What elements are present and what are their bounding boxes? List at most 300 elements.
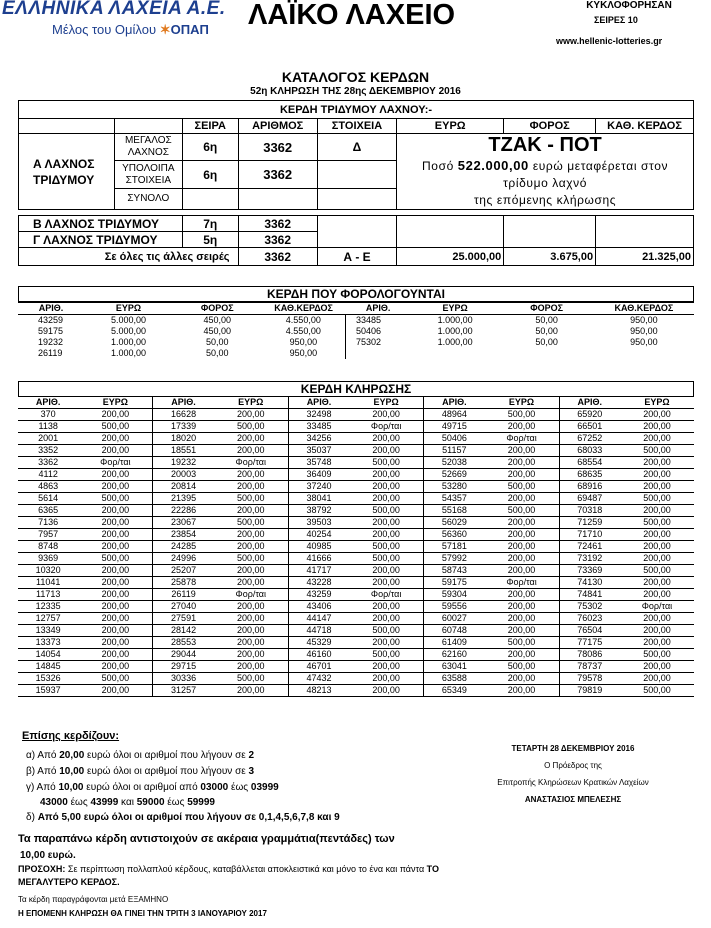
prize-amount: 500,00 <box>620 685 694 697</box>
b-series: 7η <box>182 216 238 232</box>
prize-amount: 200,00 <box>214 625 289 637</box>
taxed-col: ΦΟΡΟΣ <box>500 303 594 315</box>
prize-number: 38041 <box>288 493 349 505</box>
prize-number: 47432 <box>288 673 349 685</box>
prize-amount: 200,00 <box>620 553 694 565</box>
prize-number: 63041 <box>424 661 485 673</box>
prize-amount: 200,00 <box>620 577 694 589</box>
all-tax: 3.675,00 <box>504 248 596 266</box>
draw-subtitle: 52η ΚΛΗΡΩΣΗ ΤΗΣ 28ης ΔΕΚΕΜΒΡΙΟΥ 2016 <box>250 86 461 97</box>
prize-row <box>18 601 694 613</box>
prize-number: 74841 <box>559 589 620 601</box>
signature-block <box>478 740 668 808</box>
prize-number: 29715 <box>153 661 214 673</box>
prize-row <box>18 649 694 661</box>
c-series: 5η <box>182 232 238 248</box>
also-a: α) Από 20,00 ευρώ όλοι οι αριθμοί που λήγουν σε 2 <box>26 750 255 761</box>
prize-amount: 200,00 <box>78 505 153 517</box>
taxed-cell: 50,00 <box>206 348 229 358</box>
all-series-label: Σε όλες τις άλλες σειρές <box>19 248 239 266</box>
prize-number: 19232 <box>153 457 214 469</box>
prize-number: 12757 <box>18 613 78 625</box>
prize-amount: 200,00 <box>214 613 289 625</box>
prize-number: 8748 <box>18 541 78 553</box>
prize-amount: 200,00 <box>349 613 424 625</box>
prize-amount: Φορ/ται <box>214 589 289 601</box>
prizes-col: ΕΥΡΩ <box>349 397 424 409</box>
prizes-table <box>18 396 694 697</box>
jackpot-note-2: τρίδυμο λαχνό <box>503 176 588 190</box>
prize-number: 70318 <box>559 505 620 517</box>
prize-amount: 200,00 <box>620 409 694 421</box>
prize-number: 53280 <box>424 481 485 493</box>
taxed-col: ΑΡΙΘ. <box>18 303 84 315</box>
prize-amount: 200,00 <box>485 517 560 529</box>
prize-number: 49715 <box>424 421 485 433</box>
sign-role1: Ο Πρόεδρος της <box>544 761 602 770</box>
prize-number: 48964 <box>424 409 485 421</box>
prize-amount: 200,00 <box>78 541 153 553</box>
prize-number: 28553 <box>153 637 214 649</box>
prize-amount: 500,00 <box>349 649 424 661</box>
prize-amount: 500,00 <box>78 673 153 685</box>
prizes-col: ΑΡΙΘ. <box>288 397 349 409</box>
prize-number: 46160 <box>288 649 349 661</box>
prize-amount: Φορ/ται <box>620 601 694 613</box>
prizes-col: ΑΡΙΘ. <box>18 397 78 409</box>
prize-amount: Φορ/ται <box>485 433 560 445</box>
prize-amount: Φορ/ται <box>78 457 153 469</box>
prize-number: 79819 <box>559 685 620 697</box>
prize-number: 12335 <box>18 601 78 613</box>
prize-amount: 200,00 <box>485 565 560 577</box>
prize-amount: 200,00 <box>485 685 560 697</box>
prize-number: 20814 <box>153 481 214 493</box>
col-euro: ΕΥΡΩ <box>397 119 504 134</box>
prize-amount: 500,00 <box>485 661 560 673</box>
prize-number: 59175 <box>424 577 485 589</box>
prizes-col: ΕΥΡΩ <box>78 397 153 409</box>
all-euro: 25.000,00 <box>397 248 504 266</box>
prize-amount: 200,00 <box>214 469 289 481</box>
prize-amount: 200,00 <box>485 421 560 433</box>
prize-amount: 500,00 <box>78 493 153 505</box>
prize-number: 71710 <box>559 529 620 541</box>
prize-row <box>18 661 694 673</box>
taxed-cell: 5.000,00 <box>110 326 147 336</box>
taxed-col: ΕΥΡΩ <box>411 303 500 315</box>
prize-amount: 200,00 <box>485 673 560 685</box>
all-net: 21.325,00 <box>596 248 694 266</box>
big-number: 3362 <box>238 134 317 161</box>
prize-number: 35748 <box>288 457 349 469</box>
taxed-cell: 450,00 <box>203 315 232 325</box>
prize-amount: 200,00 <box>485 493 560 505</box>
member-of-text <box>52 22 209 38</box>
prize-number: 4112 <box>18 469 78 481</box>
also-c: γ) Από 10,00 ευρώ όλοι οι αριθμοί από 03000 έως 03999 <box>26 782 279 793</box>
total-label: ΣΥΝΟΛΟ <box>114 188 182 209</box>
prize-amount: 500,00 <box>620 517 694 529</box>
prize-row <box>18 493 694 505</box>
prize-number: 25878 <box>153 577 214 589</box>
prize-number: 46701 <box>288 661 349 673</box>
prize-number: 65349 <box>424 685 485 697</box>
prize-row <box>18 637 694 649</box>
prize-amount: 200,00 <box>620 673 694 685</box>
also-c2: 43000 έως 43999 και 59000 έως 59999 <box>40 797 215 808</box>
jackpot-amount: 522.000,00 <box>457 158 529 173</box>
prize-amount: 500,00 <box>620 565 694 577</box>
prize-number: 58743 <box>424 565 485 577</box>
prize-number: 60027 <box>424 613 485 625</box>
prize-amount: 200,00 <box>485 601 560 613</box>
prize-row <box>18 577 694 589</box>
prize-amount: 200,00 <box>485 649 560 661</box>
prize-number: 45329 <box>288 637 349 649</box>
prize-number: 16628 <box>153 409 214 421</box>
sign-date: ΤΕΤΑΡΤΗ 28 ΔΕΚΕΜΒΡΙΟΥ 2016 <box>511 744 635 753</box>
prize-amount: 200,00 <box>349 673 424 685</box>
prize-amount: 200,00 <box>78 661 153 673</box>
prize-amount: 500,00 <box>214 673 289 685</box>
prize-amount: 200,00 <box>214 601 289 613</box>
prize-amount: 200,00 <box>349 661 424 673</box>
prize-number: 1138 <box>18 421 78 433</box>
prize-amount: 200,00 <box>485 469 560 481</box>
prize-amount: 200,00 <box>78 577 153 589</box>
prize-amount: 500,00 <box>214 553 289 565</box>
prize-amount: 500,00 <box>349 625 424 637</box>
prizes-col: ΕΥΡΩ <box>214 397 289 409</box>
prize-amount: 200,00 <box>349 517 424 529</box>
footer-line6: Η ΕΠΟΜΕΝΗ ΚΛΗΡΩΣΗ ΘΑ ΓΙΝΕΙ ΤΗΝ ΤΡΙΤΗ 3 ΙΑΝΟΥΑΡΙΟΥ 2017 <box>18 909 267 918</box>
taxed-cell: 950,00 <box>289 337 318 347</box>
prize-number: 55168 <box>424 505 485 517</box>
prize-amount: 500,00 <box>485 505 560 517</box>
prize-number: 25207 <box>153 565 214 577</box>
prize-amount: 500,00 <box>78 553 153 565</box>
taxed-cell: 950,00 <box>630 326 658 336</box>
sign-name: ΑΝΑΣΤΑΣΙΟΣ ΜΠΕΛΕΣΗΣ <box>524 795 622 804</box>
taxed-section-title: ΚΕΡΔΗ ΠΟΥ ΦΟΡΟΛΟΓΟΥΝΤΑΙ <box>18 286 694 302</box>
prize-number: 78086 <box>559 649 620 661</box>
footer-line2: 10,00 ευρώ. <box>20 850 76 861</box>
prize-number: 6365 <box>18 505 78 517</box>
prize-amount: 200,00 <box>214 565 289 577</box>
prize-row <box>18 445 694 457</box>
prize-number: 11713 <box>18 589 78 601</box>
prize-number: 63588 <box>424 673 485 685</box>
taxed-cell: 950,00 <box>630 315 658 325</box>
prize-amount: 200,00 <box>78 625 153 637</box>
taxed-col: ΚΑΘ.ΚΕΡΔΟΣ <box>262 303 346 315</box>
prize-amount: 200,00 <box>78 529 153 541</box>
prize-amount: Φορ/ται <box>349 589 424 601</box>
prize-number: 56360 <box>424 529 485 541</box>
prize-number: 23067 <box>153 517 214 529</box>
prize-number: 9369 <box>18 553 78 565</box>
prize-row <box>18 469 694 481</box>
all-number: 3362 <box>238 248 317 266</box>
prize-amount: 200,00 <box>620 433 694 445</box>
opap-star-icon: ✶ <box>159 22 171 37</box>
prize-row <box>18 517 694 529</box>
taxed-cell: 1.000,00 <box>437 337 473 347</box>
series-count: ΣΕΙΡΕΣ 10 <box>594 15 638 25</box>
taxed-col: ΕΥΡΩ <box>84 303 173 315</box>
prize-amount: 200,00 <box>214 409 289 421</box>
prize-number: 2001 <box>18 433 78 445</box>
prize-row <box>18 481 694 493</box>
prize-number: 68635 <box>559 469 620 481</box>
prize-amount: 200,00 <box>349 565 424 577</box>
catalog-title: ΚΑΤΑΛΟΓΟΣ ΚΕΡΔΩΝ <box>281 69 430 85</box>
prizes-section-title: ΚΕΡΔΗ ΚΛΗΡΩΣΗΣ <box>18 381 694 397</box>
prize-amount: Φορ/ται <box>214 457 289 469</box>
taxed-cell: 43259 <box>38 315 64 325</box>
prize-amount: 200,00 <box>485 553 560 565</box>
jackpot-note-1: Ποσό 522.000,00 ευρώ μεταφέρεται στον <box>422 158 669 173</box>
rest-number: 3362 <box>238 161 317 188</box>
taxed-cell: 75302 <box>346 337 411 348</box>
footer-line5: Τα κέρδη παραγράφονται μετά ΕΞΑΜΗΝΟ <box>18 895 169 904</box>
prize-number: 41717 <box>288 565 349 577</box>
prize-number: 370 <box>18 409 78 421</box>
jackpot-box <box>397 134 694 210</box>
prize-amount: 200,00 <box>349 481 424 493</box>
col-tax: ΦΟΡΟΣ <box>504 119 596 134</box>
prize-row <box>18 505 694 517</box>
prize-amount: 200,00 <box>349 445 424 457</box>
prize-number: 51157 <box>424 445 485 457</box>
prize-number: 34256 <box>288 433 349 445</box>
taxed-cell: 26119 <box>38 348 63 358</box>
prize-number: 3352 <box>18 445 78 457</box>
prize-number: 27040 <box>153 601 214 613</box>
jackpot-note-3: της επόμενης κλήρωσης <box>473 193 617 207</box>
taxed-row <box>18 326 694 337</box>
prize-amount: 500,00 <box>620 649 694 661</box>
prize-amount: 500,00 <box>214 421 289 433</box>
prize-amount: 200,00 <box>78 565 153 577</box>
prize-number: 48213 <box>288 685 349 697</box>
prize-amount: 200,00 <box>78 433 153 445</box>
prize-amount: 200,00 <box>78 481 153 493</box>
prizes-col: ΑΡΙΘ. <box>153 397 214 409</box>
b-number: 3362 <box>238 216 317 232</box>
prize-amount: 200,00 <box>78 589 153 601</box>
prize-amount: 200,00 <box>214 529 289 541</box>
prize-number: 65920 <box>559 409 620 421</box>
prize-number: 35037 <box>288 445 349 457</box>
footer-warning: ΠΡΟΣΟΧΗ: Σε περίπτωση πολλαπλού κέρδους, καταβάλλεται αποκλειστικά και μόνο το ένα και πάντα ΤΟ <box>18 864 439 874</box>
prize-amount: 200,00 <box>485 445 560 457</box>
taxed-cell: 59175 <box>38 326 64 336</box>
prize-amount: 200,00 <box>485 457 560 469</box>
prize-number: 43259 <box>288 589 349 601</box>
prize-number: 74130 <box>559 577 620 589</box>
prize-number: 75302 <box>559 601 620 613</box>
prize-amount: 200,00 <box>349 433 424 445</box>
taxed-cell: 50,00 <box>535 315 558 325</box>
prize-number: 72461 <box>559 541 620 553</box>
prize-number: 36409 <box>288 469 349 481</box>
c-number: 3362 <box>238 232 317 248</box>
prize-amount: 200,00 <box>620 661 694 673</box>
prize-number: 11041 <box>18 577 78 589</box>
prize-amount: 200,00 <box>485 613 560 625</box>
prize-number: 21395 <box>153 493 214 505</box>
prize-amount: 200,00 <box>214 541 289 553</box>
prize-amount: 200,00 <box>78 649 153 661</box>
prize-number: 10320 <box>18 565 78 577</box>
prize-number: 22286 <box>153 505 214 517</box>
prize-number: 7136 <box>18 517 78 529</box>
taxed-cell: 50,00 <box>535 337 558 347</box>
also-win-title: Επίσης κερδίζουν: <box>22 730 120 742</box>
prize-amount: 200,00 <box>349 493 424 505</box>
prize-number: 44147 <box>288 613 349 625</box>
prize-number: 67252 <box>559 433 620 445</box>
sign-role2: Επιτροπής Κληρώσεων Κρατικών Λαχείων <box>497 778 649 787</box>
prize-amount: 200,00 <box>349 685 424 697</box>
prize-row <box>18 673 694 685</box>
prize-amount: 200,00 <box>485 541 560 553</box>
prize-number: 31257 <box>153 685 214 697</box>
taxed-cell <box>411 348 500 359</box>
prize-number: 52669 <box>424 469 485 481</box>
prize-row <box>18 433 694 445</box>
taxed-cell: 1.000,00 <box>110 337 147 347</box>
prize-number: 13373 <box>18 637 78 649</box>
prize-amount: 200,00 <box>214 505 289 517</box>
taxed-cell: 5.000,00 <box>110 315 147 325</box>
prize-number: 24285 <box>153 541 214 553</box>
taxed-cell <box>346 348 411 359</box>
prize-amount: 200,00 <box>620 625 694 637</box>
page-title: ΛΑΪΚΟ ΛΑΧΕΙΟ <box>248 0 456 31</box>
prize-amount: 200,00 <box>349 409 424 421</box>
also-b: β) Από 10,00 ευρώ όλοι οι αριθμοί που λήγουν σε 3 <box>26 766 255 777</box>
website-link[interactable]: www.hellenic-lotteries.gr <box>556 36 663 46</box>
taxed-row <box>18 315 694 327</box>
prize-row <box>18 409 694 421</box>
footer-line1: Τα παραπάνω κέρδη αντιστοιχούν σε ακέραια γραμμάτια(πεντάδες) των <box>18 833 395 845</box>
prize-amount: 200,00 <box>78 469 153 481</box>
footer-line4: ΜΕΓΑΛΥΤΕΡΟ ΚΕΡΔΟΣ. <box>18 877 120 887</box>
taxed-cell <box>500 348 594 359</box>
prize-number: 17339 <box>153 421 214 433</box>
col-series: ΣΕΙΡΑ <box>182 119 238 134</box>
prize-amount: 500,00 <box>620 445 694 457</box>
prize-amount: 500,00 <box>349 541 424 553</box>
prize-row <box>18 457 694 469</box>
prizes-col: ΑΡΙΘ. <box>559 397 620 409</box>
prize-number: 15937 <box>18 685 78 697</box>
prize-amount: Φορ/ται <box>349 421 424 433</box>
member-label: Μέλος του Ομίλου <box>52 22 157 37</box>
prize-number: 68033 <box>559 445 620 457</box>
prize-amount: 200,00 <box>620 589 694 601</box>
prize-amount: 200,00 <box>485 589 560 601</box>
also-d: δ) Από 5,00 ευρώ όλοι οι αριθμοί που λήγουν σε 0,1,4,5,6,7,8 και 9 <box>26 812 340 823</box>
big-series: 6η <box>182 134 238 161</box>
prize-number: 66501 <box>559 421 620 433</box>
prize-row <box>18 613 694 625</box>
prize-amount: 200,00 <box>78 613 153 625</box>
taxed-cell: 50,00 <box>535 326 558 336</box>
prize-amount: 200,00 <box>349 637 424 649</box>
prize-amount: 200,00 <box>485 625 560 637</box>
prize-number: 76504 <box>559 625 620 637</box>
prize-number: 32498 <box>288 409 349 421</box>
prizes-col: ΕΥΡΩ <box>620 397 694 409</box>
prize-amount: 200,00 <box>214 661 289 673</box>
prize-number: 57181 <box>424 541 485 553</box>
prize-amount: 500,00 <box>349 505 424 517</box>
prizes-col: ΑΡΙΘ. <box>424 397 485 409</box>
prize-number: 7957 <box>18 529 78 541</box>
prize-number: 44718 <box>288 625 349 637</box>
taxed-table <box>18 302 694 359</box>
prize-number: 5614 <box>18 493 78 505</box>
prize-number: 73192 <box>559 553 620 565</box>
taxed-cell: 950,00 <box>630 337 658 347</box>
taxed-row <box>18 337 694 348</box>
prize-amount: 500,00 <box>349 553 424 565</box>
rest-series: 6η <box>182 161 238 188</box>
prize-number: 26119 <box>153 589 214 601</box>
prize-amount: 200,00 <box>214 445 289 457</box>
taxed-cell: 50406 <box>346 326 411 337</box>
prize-amount: 200,00 <box>78 409 153 421</box>
prize-row <box>18 589 694 601</box>
prize-amount: 200,00 <box>620 637 694 649</box>
prize-number: 13349 <box>18 625 78 637</box>
prize-amount: 200,00 <box>485 529 560 541</box>
taxed-cell <box>594 348 694 359</box>
prize-number: 69487 <box>559 493 620 505</box>
col-element: ΣΤΟΙΧΕΙΑ <box>317 119 396 134</box>
prize-number: 76023 <box>559 613 620 625</box>
taxed-cell: 1.000,00 <box>110 348 147 358</box>
taxed-col: ΦΟΡΟΣ <box>173 303 262 315</box>
prize-number: 79578 <box>559 673 620 685</box>
prize-number: 30336 <box>153 673 214 685</box>
big-element: Δ <box>317 134 396 161</box>
prizes-col: ΕΥΡΩ <box>485 397 560 409</box>
prize-row <box>18 529 694 541</box>
prize-number: 39503 <box>288 517 349 529</box>
prize-number: 23854 <box>153 529 214 541</box>
prize-number: 28142 <box>153 625 214 637</box>
prize-amount: 200,00 <box>620 541 694 553</box>
taxed-cell: 19232 <box>38 337 64 347</box>
prize-number: 4863 <box>18 481 78 493</box>
prize-number: 43406 <box>288 601 349 613</box>
prize-number: 61409 <box>424 637 485 649</box>
prize-amount: 500,00 <box>349 457 424 469</box>
taxed-cell: 950,00 <box>289 348 318 358</box>
taxed-cell: 450,00 <box>203 326 232 336</box>
prize-number: 20003 <box>153 469 214 481</box>
prize-number: 40254 <box>288 529 349 541</box>
prize-number: 14845 <box>18 661 78 673</box>
circulated-label: ΚΥΚΛΟΦΟΡΗΣΑΝ <box>586 0 672 11</box>
prize-row <box>18 565 694 577</box>
prize-number: 57992 <box>424 553 485 565</box>
